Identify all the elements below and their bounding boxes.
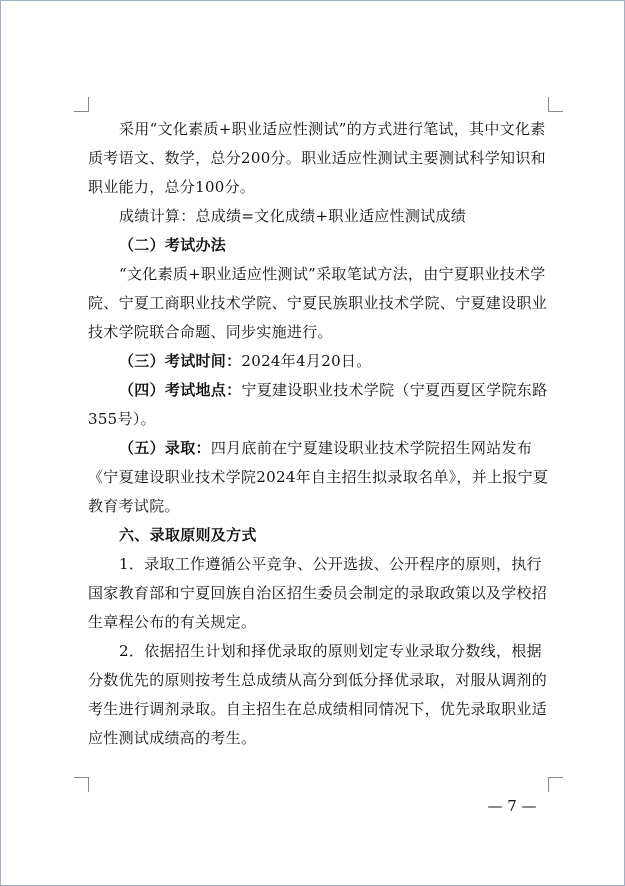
paragraph-score-calculation: 成绩计算：总成绩=文化成绩+职业适应性测试成绩: [119, 207, 467, 225]
heading-admission-principles: 六、录取原则及方式: [119, 526, 257, 544]
paragraph-exam-format: 采用“文化素质+职业适应性测试”的方式进行笔试，其中文化素质考语文、数学，总分200分。职业适应性测试主要测试科学知识和职业能力，总分100分。: [88, 120, 546, 196]
page-number: — 7 —: [487, 797, 537, 815]
paragraph-principle-1: 1．录取工作遵循公平竞争、公开选拔、公开程序的原则，执行国家教育部和宁夏回族自治区招生委员会制定的录取政策以及学校招生章程公布的有关规定。: [88, 555, 548, 631]
exam-location-text: 宁夏建设职业技术学院（宁夏西夏区学院东路355号）。: [88, 381, 548, 428]
corner-mark-bottom-right: [548, 777, 563, 792]
paragraph-exam-time: [88, 347, 550, 376]
paragraph-exam-location: [88, 376, 550, 434]
document-body: [88, 115, 550, 753]
paragraph-admission: [88, 434, 550, 521]
corner-mark-bottom-left: [74, 777, 89, 792]
admission-label: （五）录取：: [119, 439, 211, 457]
exam-time-text: 2024年4月20日。: [241, 352, 372, 370]
corner-mark-top-right: [548, 97, 563, 112]
paragraph-exam-method: “文化素质+职业适应性测试”采取笔试方法，由宁夏职业技术学院、宁夏工商职业技术学院、宁夏民族职业技术学院、宁夏建设职业技术学院联合命题、同步实施进行。: [88, 265, 548, 341]
paragraph-principle-2: 2．依据招生计划和择优录取的原则划定专业录取分数线，根据分数优先的原则按考生总成绩从高分到低分择优录取，对服从调剂的考生进行调剂录取。自主招生在总成绩相同情况下，优先录取职业适应性测试成绩高的考生。: [88, 642, 548, 747]
heading-exam-method: （二）考试办法: [119, 236, 227, 254]
corner-mark-top-left: [74, 97, 89, 112]
exam-time-label: （三）考试时间：: [119, 352, 242, 370]
admission-text: 四月底前在宁夏建设职业技术学院招生网站发布《宁夏建设职业技术学院2024年自主招生拟录取名单》，并上报宁夏教育考试院。: [88, 439, 549, 515]
exam-location-label: （四）考试地点：: [119, 381, 242, 399]
